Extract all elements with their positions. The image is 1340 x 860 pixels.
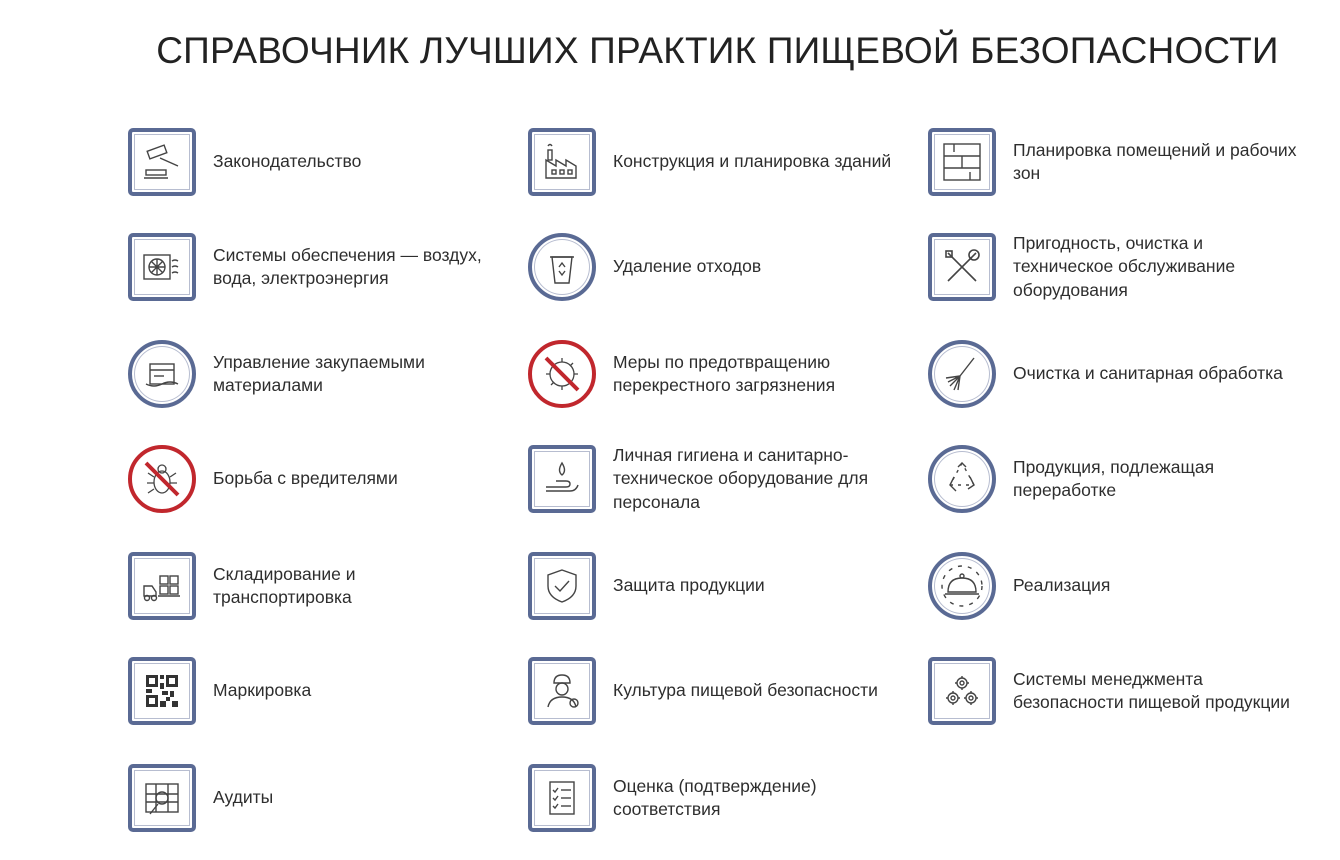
item-purchased-materials[interactable] [128,338,498,410]
item-personal-hygiene[interactable] [528,443,898,515]
item-cross-contamination[interactable] [528,338,898,410]
item-label: Законодательство [213,151,362,172]
checklist-icon [528,764,596,832]
page-title: СПРАВОЧНИК ЛУЧШИХ ПРАКТИК ПИЩЕВОЙ БЕЗОПАСНОСТИ [156,30,1279,71]
forklift-icon [128,552,196,620]
item-label: Конструкция и планировка зданий [613,151,892,172]
recycle-icon [928,445,996,513]
item-label: Меры по предотвращению перекрестного загрязнения [613,351,836,395]
item-label: Борьба с вредителями [213,468,398,489]
floor-plan-icon [928,128,996,196]
item-management-systems[interactable] [928,655,1298,727]
worker-icon [528,657,596,725]
box-icon [128,340,196,408]
item-waste-removal[interactable] [528,231,898,303]
item-legislation[interactable] [128,126,498,198]
item-label: Маркировка [213,680,312,701]
item-label: Системы менеджмента безопасности пищевой продукции [1013,668,1290,712]
item-label: Реализация [1013,575,1111,596]
item-label: Пригодность, очистка и техническое обслуживание оборудования [1013,232,1236,300]
item-label: Планировка помещений и рабочих зон [1013,139,1297,183]
ventilation-icon [128,233,196,301]
item-pest-control[interactable] [128,443,498,515]
item-food-safety-culture[interactable] [528,655,898,727]
item-label: Аудиты [213,787,274,808]
gears-icon [928,657,996,725]
hand-wash-icon [528,445,596,513]
item-utilities[interactable] [128,231,498,303]
item-label: Управление закупаемыми материалами [213,351,425,395]
item-product-protection[interactable] [528,550,898,622]
item-labeling[interactable] [128,655,498,727]
shield-check-icon [528,552,596,620]
gavel-icon [128,128,196,196]
item-conformity-assessment[interactable] [528,762,898,834]
item-audits[interactable] [128,762,498,834]
item-label: Удаление отходов [613,256,762,277]
item-label: Личная гигиена и санитарно-техническое оборудование для персонала [613,444,869,512]
factory-icon [528,128,596,196]
waste-bin-icon [528,233,596,301]
item-label: Культура пищевой безопасности [613,680,878,701]
item-label: Очистка и санитарная обработка [1013,363,1283,384]
item-room-layout[interactable] [928,126,1298,198]
audit-icon [128,764,196,832]
no-virus-icon [528,340,596,408]
item-storage-transport[interactable] [128,550,498,622]
item-label: Системы обеспечения — воздух, вода, электроэнергия [213,244,482,288]
item-rework[interactable] [928,443,1298,515]
no-bug-icon [128,445,196,513]
item-label: Оценка (подтверждение) соответствия [613,775,817,819]
item-cleaning[interactable] [928,338,1298,410]
broom-icon [928,340,996,408]
cloche-icon [928,552,996,620]
item-label: Защита продукции [613,575,765,596]
qr-code-icon [128,657,196,725]
item-label: Складирование и транспортировка [213,563,356,607]
item-building-design[interactable] [528,126,898,198]
item-label: Продукция, подлежащая переработке [1013,456,1215,500]
tools-icon [928,233,996,301]
item-sales[interactable] [928,550,1298,622]
item-equipment-maintenance[interactable] [928,231,1298,303]
